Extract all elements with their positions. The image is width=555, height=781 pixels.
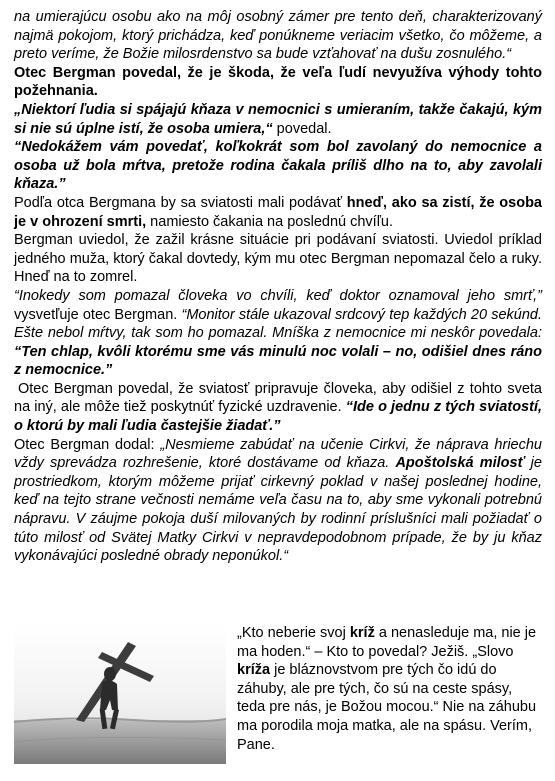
quote-part-e: je bláznovstvom pre tých čo idú do záhuby, ale pre tých, čo sú na ceste spásy, teda pre nás, je Božou mocou.“ Nie na záhubu ma porodila moja matka, ale na spásu. Verím, Pane.	[237, 662, 537, 753]
quote-part-a: „Kto neberie svoj	[237, 625, 350, 641]
nun-quote: “Ten chlap, kvôli ktorému sme vás minulú noc volali – no, odišiel dnes ráno z nemocnice.”	[14, 343, 542, 379]
paragraph-monitor-story	[14, 287, 542, 380]
healing-text: Otec Bergman povedal, že sviatosť pripravuje človeka, aby odišiel z tohto sveta na iný, ale môže tiež poskytnúť fyzické uzdravenie.	[14, 380, 542, 416]
paragraph-hospital-quote	[14, 101, 542, 138]
apostolic-grace-term: Apoštolská milosť	[395, 455, 525, 472]
paragraph-too-late-quote: “Nedokážem vám povedať, koľkokrát som bol zavolaný do nemocnice a osoba už bola mŕtva, pretože rodina čakala príliš dlho na to, aby zavolali kňaza.”	[14, 139, 542, 193]
paragraph-intro	[14, 8, 542, 64]
paragraph-healing	[14, 380, 542, 436]
immediately-text-c: namiesto čakania na poslednú chvíľu.	[146, 213, 394, 230]
church-teaching-quote: „Nesmieme zabúdať na učenie Cirkvi, že náprava hriechu vždy sprevádza rozhrešenie, ktoré dostávame od kňaza.	[14, 436, 542, 472]
monitor-explains: vysvetľuje otec Bergman.	[14, 306, 182, 323]
article-body	[14, 8, 542, 566]
cross-word: kríž	[349, 625, 375, 641]
paragraph-bergman-regret: Otec Bergman povedal, že je škoda, že veľa ľudí nevyužíva výhody tohto požehnania.	[14, 64, 542, 100]
cross-word-2: kríža	[237, 662, 271, 679]
paragraph-beautiful-situations: Bergman uviedol, že zažil krásne situácie pri podávaní sviatosti. Uviedol príklad jedného muža, ktorý čakal dovtedy, kým mu otec Bergman nepomazal čelo a ruky. Hneď na to zomrel.	[14, 232, 542, 286]
monitor-quote-a: “Inokedy som pomazal človeka vo chvíli, keď doktor oznamoval jeho smrť,”	[14, 287, 542, 304]
immediately-emphasis: hneď, ako sa zistí, že osoba je v ohrození smrti,	[14, 194, 542, 230]
intro-text: na umierajúcu osobu ako na môj osobný zámer pre tento deň, charakterizovaný najmä pokojom, ktorý prichádza, keď ponúkneme veriacim všetko, čo môžeme, a preto veríme, že Božie milosrdenstvo sa bude vzťahovať na dušu zosnulého.“	[14, 9, 542, 63]
said-text: povedal.	[272, 120, 332, 137]
quote-part-c: a nenasleduje ma, nie je ma hoden.“ – Kto to povedal? Ježiš. „Slovo	[237, 625, 537, 660]
bible-quote-box	[237, 624, 543, 754]
apostolic-grace-quote: je prostriedkom, ktorým môžeme prijať cirkevný poklad v našej poslednej hodine, keď na tejto strane večnosti nemáme veľa času na to, aby sme vykonali potrebnú nápravu. V záujme pokoja duší milovaných by rodinní príslušníci mali požiadať o túto milosť od Svätej Matky Cirkvi v nepravdepodobnom prípade, že by ju kňaz vykonávajúci posledné obrady neponúkol.“	[14, 455, 542, 565]
cross-bearer-photo	[14, 624, 226, 764]
added-text: Otec Bergman dodal:	[14, 436, 161, 453]
paragraph-apostolic-grace	[14, 436, 542, 566]
immediately-text-a: Podľa otca Bergmana by sa sviatosti mali podávať	[14, 194, 347, 211]
bible-quote	[237, 624, 543, 754]
hospital-quote: „Niektorí ľudia si spájajú kňaza v nemocnici s umieraním, takže čakajú, kým si nie sú úplne istí, že osoba umiera,“	[14, 101, 542, 137]
paragraph-immediately	[14, 194, 542, 231]
healing-quote: “Ide o jednu z tých sviatostí, o ktorú by mali ľudia častejšie žiadať.”	[14, 399, 542, 435]
monitor-quote-c: “Monitor stále ukazoval srdcový tep každých 20 sekúnd. Ešte nebol mŕtvy, tak som ho pomazal. Mníška z nemocnice mi neskôr povedala:	[14, 306, 542, 342]
